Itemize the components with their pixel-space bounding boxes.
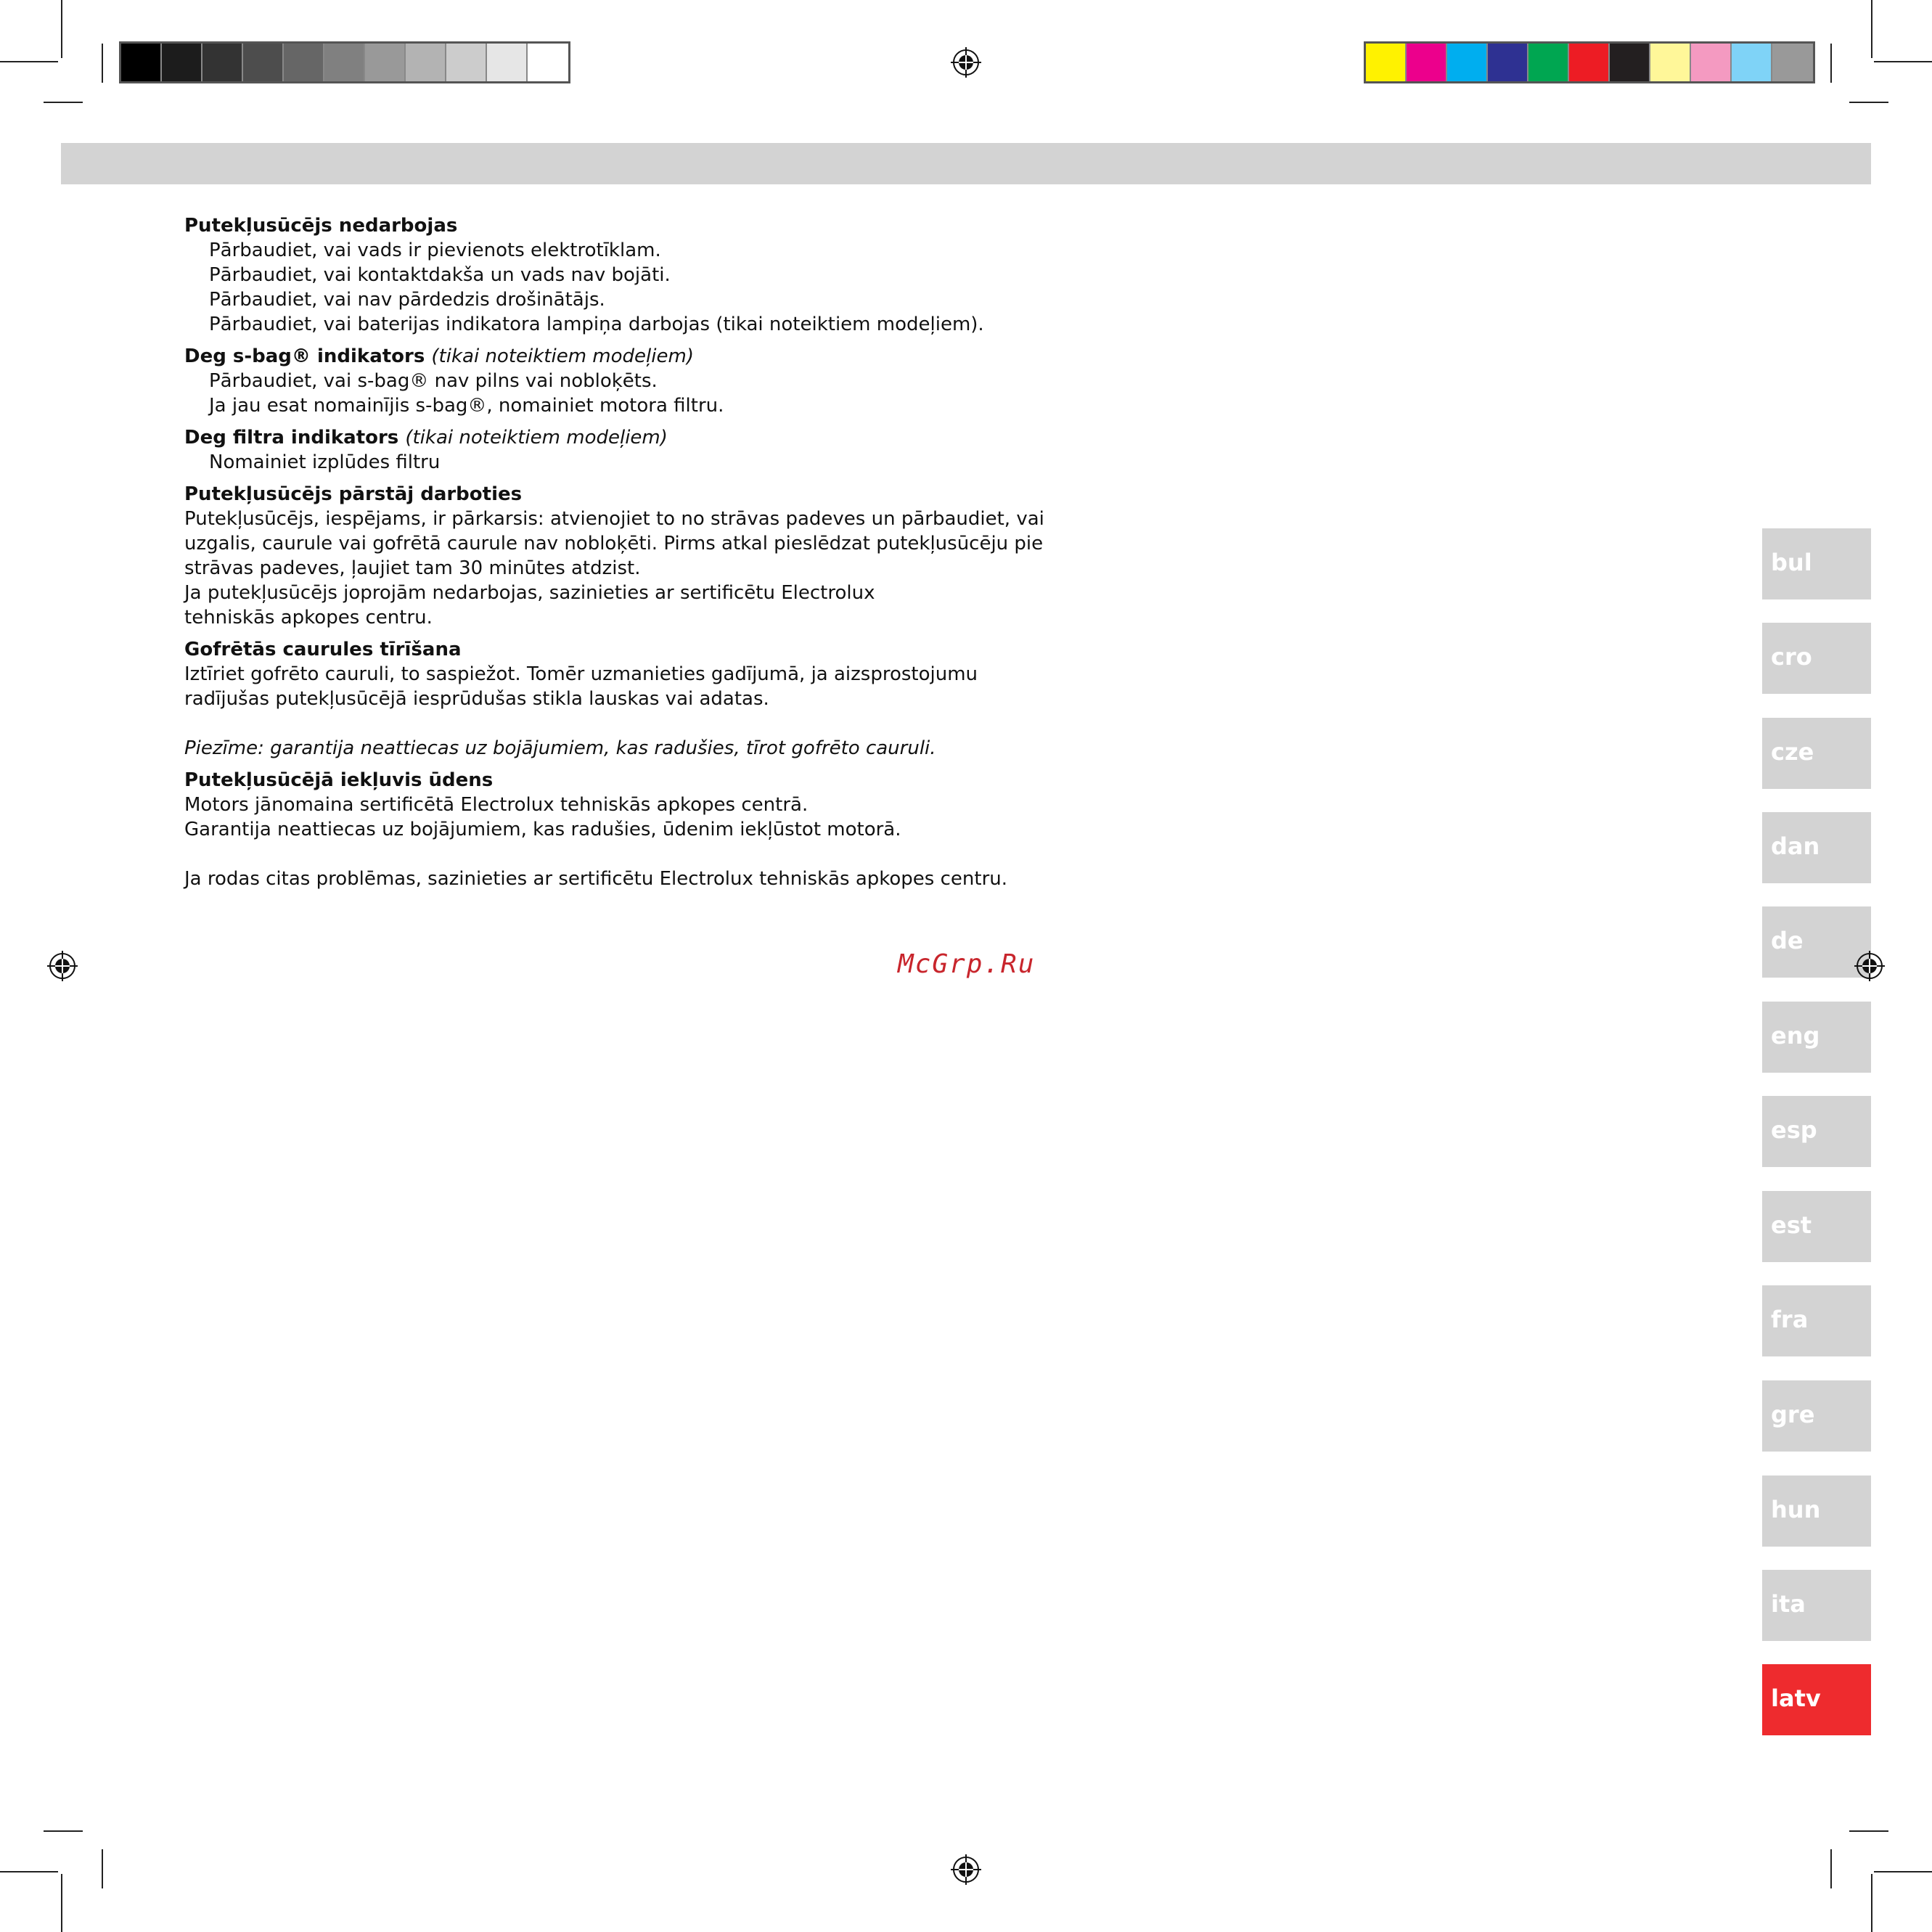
gray-swatch [487,44,528,81]
registration-mark-icon [1854,951,1885,981]
header-band [61,143,1871,184]
section-line: Pārbaudiet, vai s-bag® nav pilns vai nobloķēts. [209,370,658,392]
tab-latv[interactable]: latv [1762,1664,1871,1735]
grayscale-swatch-bar [119,41,570,83]
section-title: Putekļusūcējs pārstāj darboties [184,483,523,505]
color-swatch [1772,44,1813,81]
tab-de[interactable]: de [1762,906,1871,978]
gray-swatch [284,44,324,81]
color-swatch [1610,44,1650,81]
gray-swatch [121,44,162,81]
tab-cro[interactable]: cro [1762,623,1871,694]
registration-mark-icon [47,951,78,981]
section-line: radījušas putekļusūcējā iesprūdušas stikla lauskas vai adatas. [184,688,769,710]
section-line: uzgalis, caurule vai gofrētā caurule nav nobloķēti. Pirms atkal pieslēdzat putekļusūcēju pie [184,533,1044,554]
section-line: Iztīriet gofrēto cauruli, to saspiežot. Tomēr uzmanieties gadījumā, ja aizsprostojumu [184,663,978,685]
color-swatch [1732,44,1772,81]
section-title: Putekļusūcējā iekļuvis ūdens [184,769,494,791]
section-line: Putekļusūcējs, iespējams, ir pārkarsis: atvienojiet to no strāvas padeves un pārbaudiet, vai [184,508,1044,530]
tab-gre[interactable]: gre [1762,1380,1871,1452]
section-title-note: (tikai noteiktiem modeļiem) [405,427,668,449]
gray-swatch [446,44,487,81]
color-swatch [1528,44,1569,81]
warranty-note: Piezīme: garantija neattiecas uz bojājumiem, kas radušies, tīrot gofrēto cauruli. [184,737,936,759]
tab-est[interactable]: est [1762,1191,1871,1262]
gray-swatch [324,44,365,81]
tab-cze[interactable]: cze [1762,718,1871,789]
section-line: Pārbaudiet, vai vads ir pievienots elektrotīklam. [209,240,661,261]
section-title: Deg s-bag® indikators (tikai noteiktiem modeļiem) [184,345,694,367]
tab-esp[interactable]: esp [1762,1096,1871,1167]
tab-dan[interactable]: dan [1762,812,1871,883]
section-title: Deg filtra indikators (tikai noteiktiem modeļiem) [184,427,668,449]
section-title: Putekļusūcējs nedarbojas [184,215,458,237]
section-line: Ja putekļusūcējs joprojām nedarbojas, sazinieties ar sertificētu Electrolux [184,582,875,604]
section-line: Motors jānomaina sertificētā Electrolux tehniskās apkopes centrā. [184,794,809,816]
color-swatch [1691,44,1732,81]
color-swatch-bar [1364,41,1815,83]
color-swatch [1447,44,1488,81]
tab-eng[interactable]: eng [1762,1002,1871,1073]
tab-ita[interactable]: ita [1762,1570,1871,1641]
section-line: Ja jau esat nomainījis s-bag®, nomainiet motora filtru. [209,395,724,417]
section-line: Garantija neattiecas uz bojājumiem, kas radušies, ūdenim iekļūstot motorā. [184,819,901,840]
section-line: Nomainiet izplūdes filtru [209,451,441,473]
color-swatch [1407,44,1447,81]
gray-swatch [528,44,568,81]
tab-bul[interactable]: bul [1762,528,1871,599]
gray-swatch [162,44,202,81]
section-title: Gofrētās caurules tīrīšana [184,639,462,660]
section-line: Pārbaudiet, vai nav pārdedzis drošinātājs. [209,289,605,311]
gray-swatch [202,44,243,81]
section-line: tehniskās apkopes centru. [184,607,433,629]
closing-text: Ja rodas citas problēmas, sazinieties ar sertificētu Electrolux tehniskās apkopes centru. [184,868,1008,890]
gray-swatch [406,44,446,81]
registration-mark-icon [951,1854,981,1885]
section-line: strāvas padeves, ļaujiet tam 30 minūtes atdzist. [184,557,641,579]
gray-swatch [365,44,406,81]
section-line: Pārbaudiet, vai baterijas indikatora lampiņa darbojas (tikai noteiktiem modeļiem). [209,314,984,335]
gray-swatch [243,44,284,81]
watermark: McGrp.Ru [898,949,1036,979]
color-swatch [1650,44,1691,81]
tab-hun[interactable]: hun [1762,1475,1871,1547]
section-title-note: (tikai noteiktiem modeļiem) [431,345,694,367]
tab-fra[interactable]: fra [1762,1285,1871,1356]
section-line: Pārbaudiet, vai kontaktdakša un vads nav bojāti. [209,264,671,286]
troubleshooting-content [184,210,1044,891]
color-swatch [1569,44,1610,81]
color-swatch [1366,44,1407,81]
registration-mark-icon [951,47,981,78]
color-swatch [1488,44,1528,81]
